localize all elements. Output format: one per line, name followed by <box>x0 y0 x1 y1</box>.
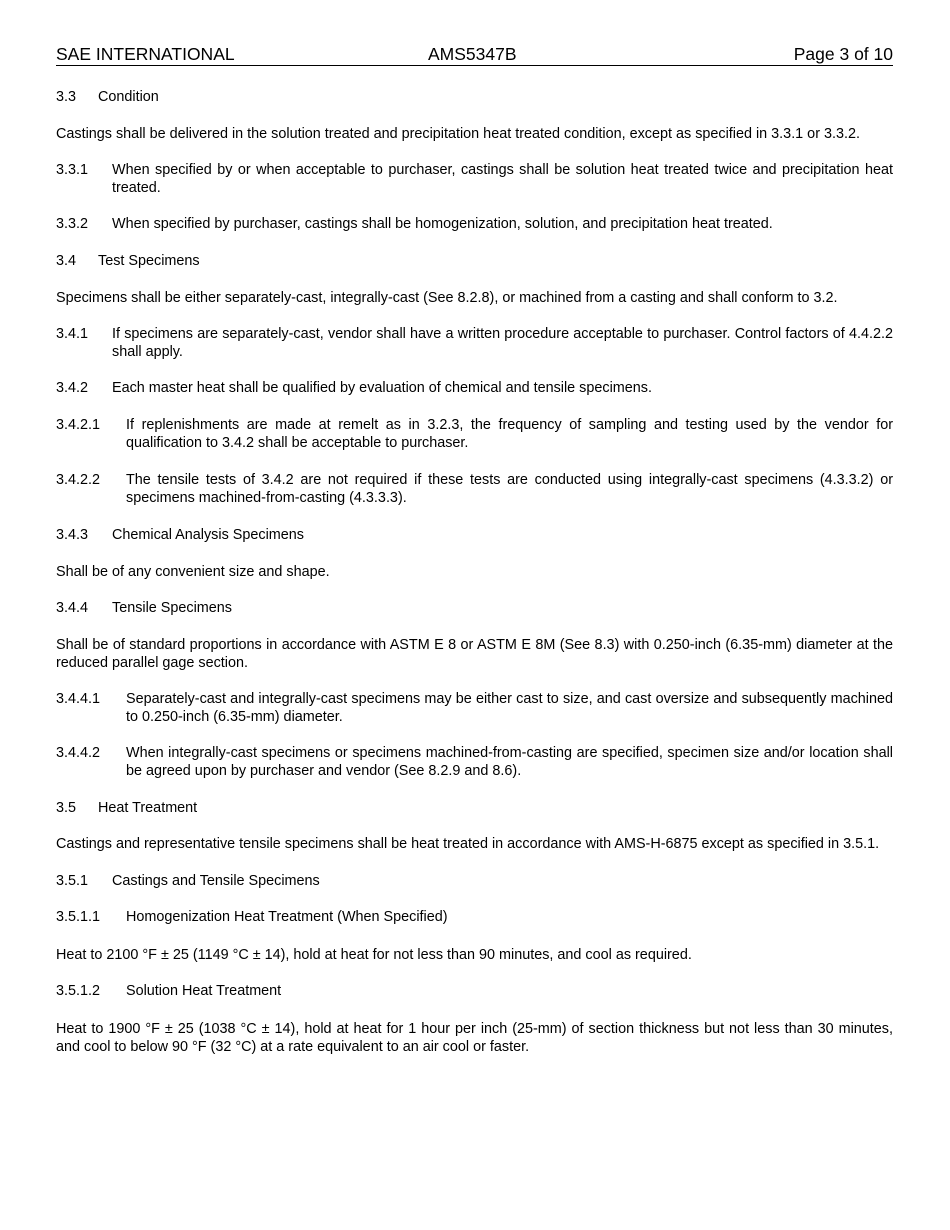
header-organization: SAE INTERNATIONAL <box>56 44 235 64</box>
document-body <box>56 88 893 1056</box>
header-page-number: Page 3 of 10 <box>793 44 893 64</box>
section-heading-3-5-1-2 <box>56 982 893 1000</box>
clause-number: 3.4.2.2 <box>56 472 101 488</box>
section-heading-3-4-4 <box>56 599 893 617</box>
section-title: Chemical Analysis Specimens <box>112 527 304 543</box>
clause-text: Each master heat shall be qualified by evaluation of chemical and tensile specimens. <box>112 380 652 396</box>
section-number: 3.5.1 <box>56 873 89 889</box>
clause-3-3-1 <box>56 161 893 197</box>
clause-number: 3.4.2.1 <box>56 417 101 433</box>
paragraph-3-5-1-2: Heat to 1900 °F ± 25 (1038 °C ± 14), hold at heat for 1 hour per inch (25-mm) of section thickness but not less than 30 minutes, and cool to below 90 °F (32 °C) at a rate equivalent to an air cool or faster. <box>56 1021 893 1055</box>
clause-3-3-2 <box>56 215 893 233</box>
section-heading-3-5 <box>56 799 893 817</box>
section-number: 3.4 <box>56 253 77 269</box>
paragraph-3-5: Castings and representative tensile specimens shall be heat treated in accordance with AMS-H-6875 except as specified in 3.5.1. <box>56 836 880 852</box>
clause-number: 3.4.2 <box>56 380 89 396</box>
clause-number: 3.4.4.1 <box>56 691 101 707</box>
paragraph-3-4-3: Shall be of any convenient size and shape. <box>56 564 330 580</box>
section-heading-3-4 <box>56 252 893 270</box>
section-number: 3.4.3 <box>56 527 89 543</box>
paragraph-3-5-1-1: Heat to 2100 °F ± 25 (1149 °C ± 14), hold at heat for not less than 90 minutes, and cool as required. <box>56 947 692 963</box>
clause-text: If specimens are separately-cast, vendor shall have a written procedure acceptable to purchaser. Control factors of 4.4.2.2 shall apply. <box>112 326 893 360</box>
paragraph-3-4: Specimens shall be either separately-cast, integrally-cast (See 8.2.8), or machined from a casting and shall conform to 3.2. <box>56 290 838 306</box>
section-heading-3-5-1-1 <box>56 908 893 926</box>
clause-text: When specified by purchaser, castings shall be homogenization, solution, and precipitation heat treated. <box>112 216 773 232</box>
clause-text: When integrally-cast specimens or specimens machined-from-casting are specified, specimen size and/or location shall be agreed upon by purchaser and vendor (See 8.2.9 and 8.6). <box>126 745 893 779</box>
section-number: 3.5.1.2 <box>56 983 101 999</box>
clause-text: Separately-cast and integrally-cast specimens may be either cast to size, and cast oversize and subsequently machined to 0.250-inch (6.35-mm) diameter. <box>126 691 893 725</box>
clause-3-4-2-1 <box>56 416 893 452</box>
section-heading-3-4-3 <box>56 526 893 544</box>
section-title: Solution Heat Treatment <box>126 983 282 999</box>
section-title: Tensile Specimens <box>112 600 232 616</box>
clause-3-4-2 <box>56 379 893 397</box>
page-header <box>56 44 893 66</box>
clause-text: If replenishments are made at remelt as in 3.2.3, the frequency of sampling and testing used by the vendor for qualification to 3.4.2 shall be acceptable to purchaser. <box>126 417 893 451</box>
section-number: 3.3 <box>56 89 77 105</box>
clause-3-4-1 <box>56 325 893 361</box>
section-title: Condition <box>98 89 159 105</box>
clause-3-4-4-2 <box>56 744 893 780</box>
clause-3-4-2-2 <box>56 471 893 507</box>
section-heading-3-3 <box>56 88 893 106</box>
clause-number: 3.3.2 <box>56 216 89 232</box>
section-number: 3.4.4 <box>56 600 89 616</box>
document-page <box>56 44 893 1056</box>
clause-number: 3.4.1 <box>56 326 89 342</box>
clause-text: The tensile tests of 3.4.2 are not required if these tests are conducted using integrally-cast specimens (4.3.3.2) or specimens machined-from-casting (4.3.3.3). <box>126 472 893 506</box>
clause-text: When specified by or when acceptable to purchaser, castings shall be solution heat treated twice and precipitation heat treated. <box>112 162 893 196</box>
clause-number: 3.4.4.2 <box>56 745 101 761</box>
section-title: Homogenization Heat Treatment (When Specified) <box>126 909 448 925</box>
section-title: Castings and Tensile Specimens <box>112 873 320 889</box>
section-title: Test Specimens <box>98 253 200 269</box>
header-document-number: AMS5347B <box>428 44 517 64</box>
section-heading-3-5-1 <box>56 872 893 890</box>
paragraph-3-3: Castings shall be delivered in the solution treated and precipitation heat treated condition, except as specified in 3.3.1 or 3.3.2. <box>56 126 860 142</box>
section-number: 3.5.1.1 <box>56 909 101 925</box>
section-title: Heat Treatment <box>98 800 198 816</box>
section-number: 3.5 <box>56 800 77 816</box>
paragraph-3-4-4: Shall be of standard proportions in accordance with ASTM E 8 or ASTM E 8M (See 8.3) with 0.250-inch (6.35-mm) diameter at the reduced parallel gage section. <box>56 637 893 671</box>
clause-3-4-4-1 <box>56 690 893 726</box>
clause-number: 3.3.1 <box>56 162 89 178</box>
